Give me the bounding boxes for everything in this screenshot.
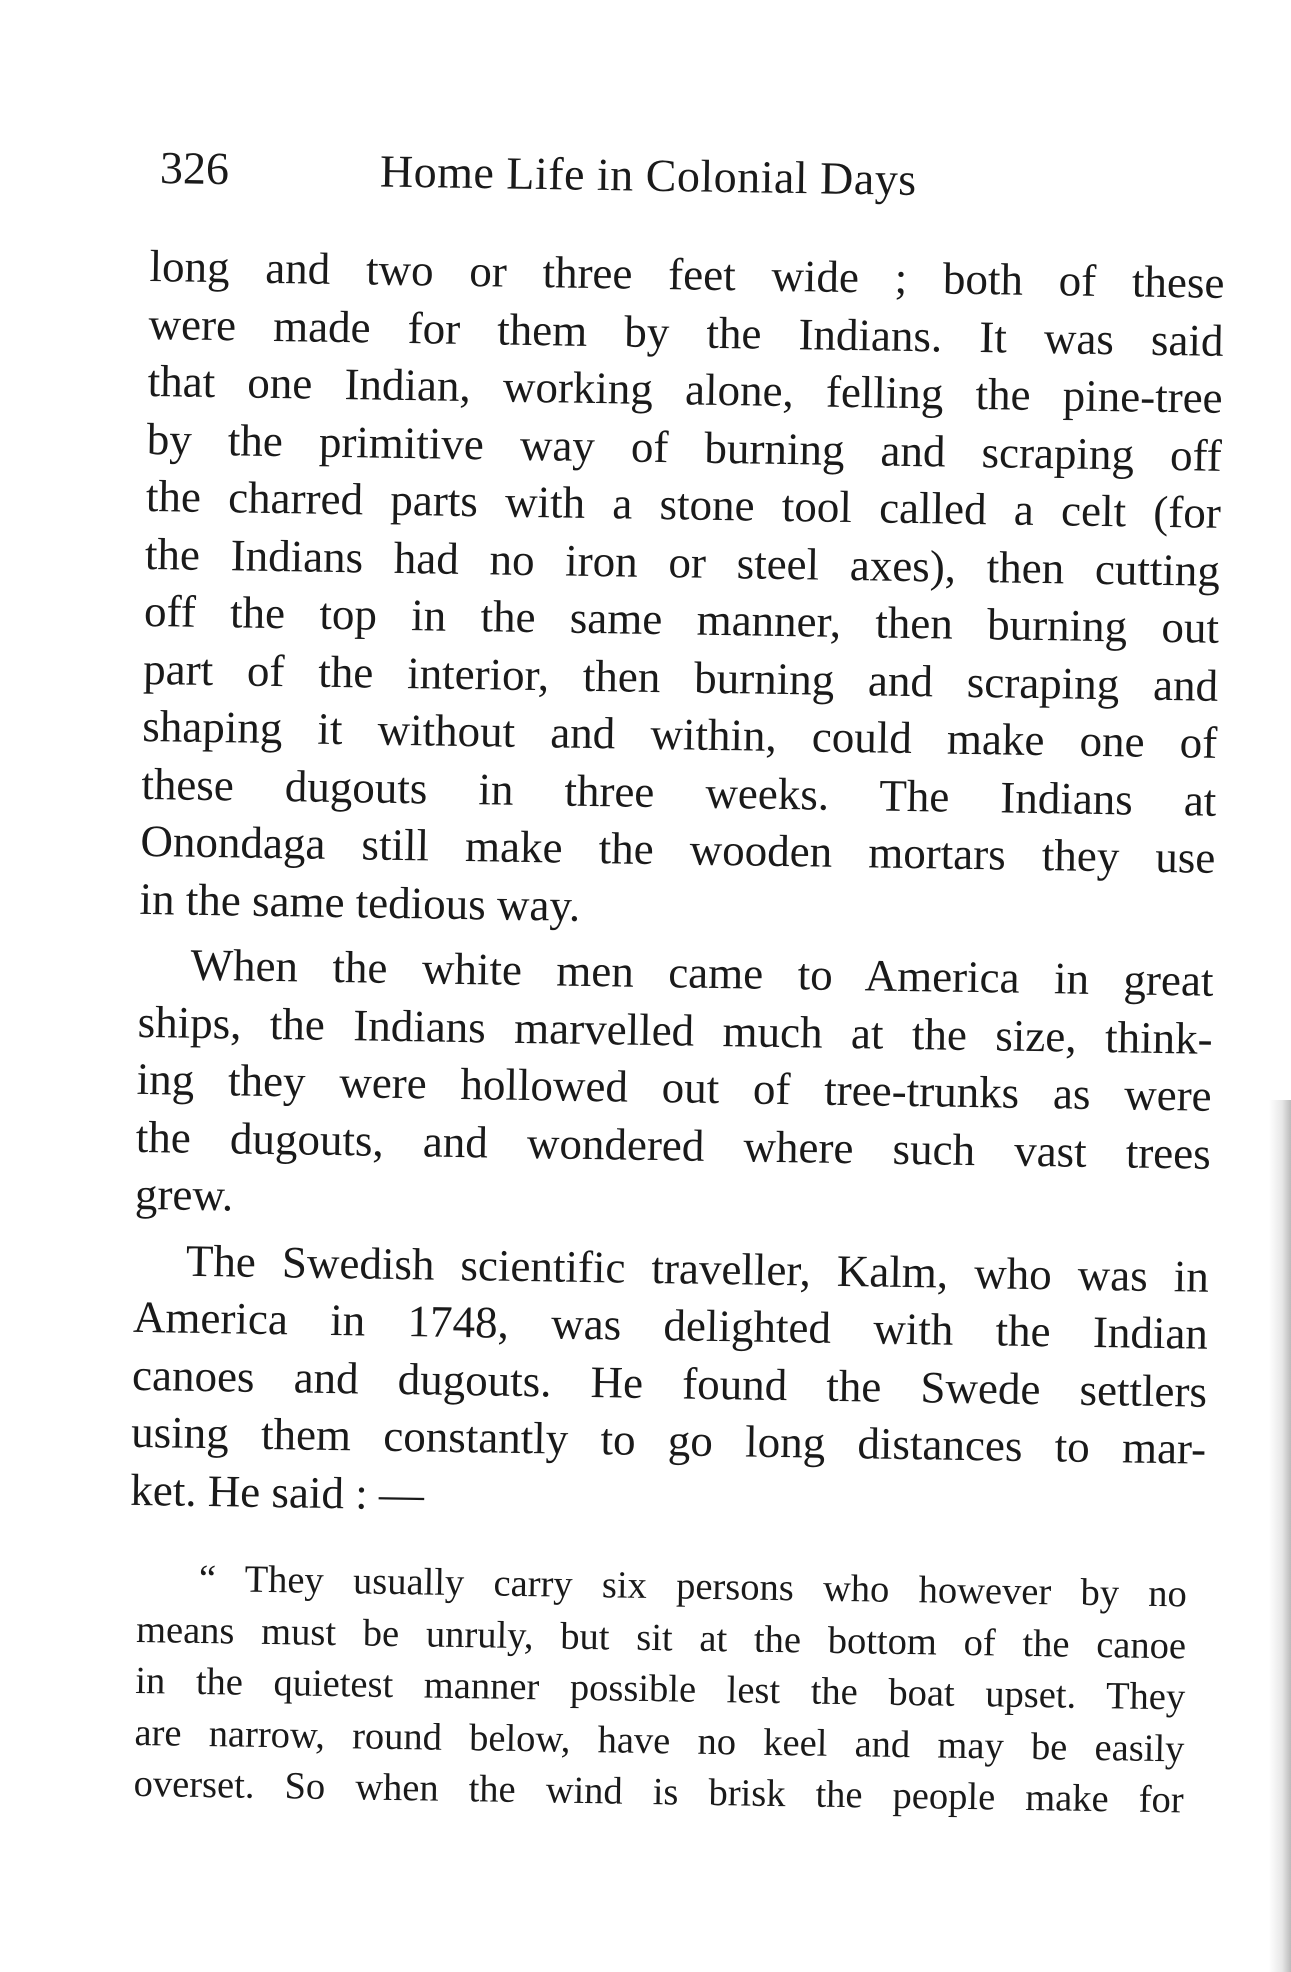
text-line: The Swedish scientific traveller, Kalm, who was in [185,1235,1210,1302]
text-line: When the white men came to America in great [190,939,1214,1006]
block-quote [133,1553,1204,1827]
text-line: part of the interior, then burning and scraping and [142,643,1219,711]
paragraph-1 [139,238,1225,945]
text-line: America in 1748, was delighted with the Indian [132,1291,1209,1359]
text-line: using them constantly to go long distances to mar- [130,1406,1207,1474]
text-line: grew. [134,1168,234,1221]
text-line: ships, the Indians marvelled much at the size, think- [137,996,1213,1064]
running-title: Home Life in Colonial Days [379,145,918,205]
paragraph-2 [135,936,1214,1240]
text-line: the dugouts, and wondered where such vast trees [135,1111,1212,1179]
running-head [160,138,1021,212]
quote-line: “ They usually carry six persons who however by no [198,1557,1188,1616]
text-line: canoes and dugouts. He found the Swede settlers [131,1349,1208,1417]
text-line: shaping it without and within, could make one of [141,700,1218,768]
quote-line: means must be unruly, but sit at the bottom of the canoe [135,1608,1187,1667]
page-number: 326 [159,142,230,195]
text-line: by the primitive way of burning and scraping off [146,413,1223,481]
paragraph-3 [130,1231,1209,1535]
quote-line: are narrow, round below, have no keel and may be easily [134,1711,1185,1770]
text-line: Onondaga still make the wooden mortars they use [140,815,1216,883]
text-line: were made for them by the Indians. It was said [148,298,1224,366]
body-text [125,238,1225,1827]
text-line: the charred parts with a stone tool called a celt (for [145,470,1222,538]
text-line: that one Indian, working alone, felling the pine-tree [147,355,1224,423]
text-line: the Indians had no iron or steel axes), then cutting [144,528,1221,596]
text-line: these dugouts in three weeks. The Indians at [141,758,1217,826]
text-line: in the same tedious way. [139,873,581,931]
quote-line: overset. So when the wind is brisk the people make for [133,1762,1184,1822]
text-line: ing they were hollowed out of tree-trunks as were [136,1053,1213,1121]
text-line: ket. He said : — [129,1464,425,1519]
quote-line: in the quietest manner possible lest the boat upset. They [135,1659,1186,1719]
text-line: off the top in the same manner, then burning out [143,585,1220,653]
text-line: long and two or three feet wide ; both of these [149,240,1225,308]
page-edge-shadow [1269,1100,1291,1972]
